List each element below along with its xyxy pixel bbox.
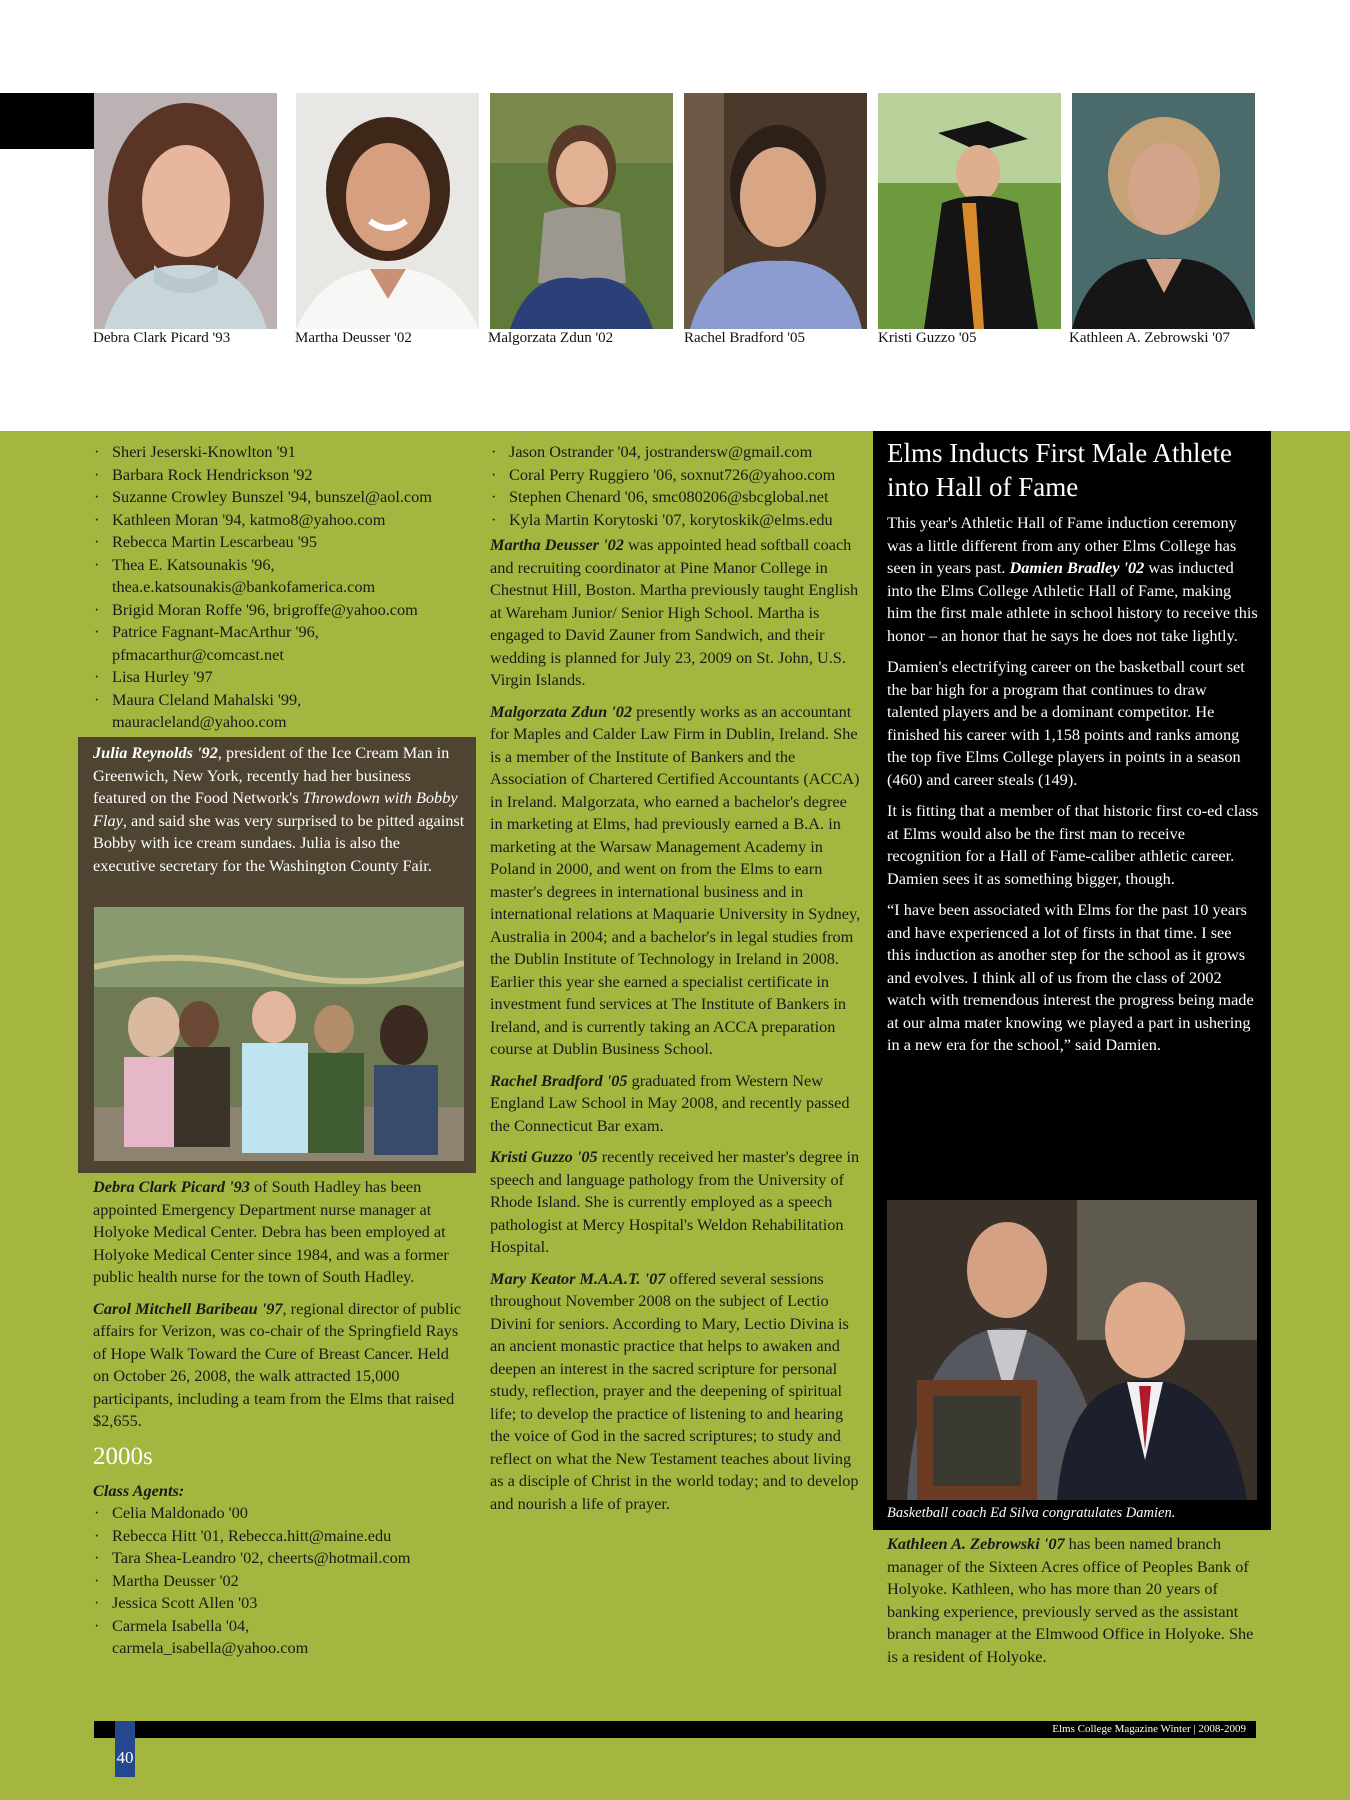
photo-caption: Kathleen A. Zebrowski '07 [1069,330,1231,346]
portrait-photo-kristi-guzzo [878,93,1061,329]
list-item: · Carmela Isabella '04, carmela_isabella@yahoo.com [93,1615,465,1660]
portrait-photo-rachel-bradford [684,93,867,329]
list-item: · Jason Ostrander '04, jostrandersw@gmail.com [490,441,862,464]
footer-magazine-title: Elms College Magazine Winter | 2008-2009 [1052,1723,1246,1735]
article-paragraph: “I have been associated with Elms for the past 10 years and have experienced a lot of firsts in that time. I see this induction as another step for the school as it grows and evolves. I think all of us from the class of 2002 watch with tremendous interest the progress being made at our alma mater knowing we played a part in ushering in a new era for the school,” said Damien. [887,900,1254,1054]
article-paragraph: It is fitting that a member of that historic first co-ed class at Elms would also be the first man to receive recognition for a Hall of Fame-caliber athletic career. Damien sees it as something bigger, though. [887,801,1259,888]
list-item: · Rebecca Hitt '01, Rebecca.hitt@maine.edu [93,1525,465,1548]
list-item: · Celia Maldonado '00 [93,1502,465,1525]
list-item: · Suzanne Crowley Bunszel '94, bunszel@aol.com [93,486,465,509]
portrait-photo-kathleen-zebrowski [1072,93,1255,329]
entry-mary-keator: Mary Keator M.A.A.T. '07 offered several sessions throughout November 2008 on the subject of Lectio Divini for seniors. According to Mary, Lectio Divina is an ancient monastic practice that helps to awaken and deepen an interest in the sacred scripture for personal study, reflection, prayer and the deepening of spiritual life; to develop the practice of listening to and hearing the voice of God in the sacred scriptures; to study and reflect on what the New Testament teaches about living as a disciple of Christ in the world today; and to develop and nourish a life of prayer. [490,1268,859,1513]
list-item: · Thea E. Katsounakis '96, thea.e.katsounakis@bankofamerica.com [93,554,465,599]
article-paragraph: This year's Athletic Hall of Fame induction ceremony was a little different from any other Elms College has seen in years past. Damien Bradley '02 was inducted into the Elms College Athletic Hall of Fame, making him the first male athlete in school history to receive this honor – an honor that he says he does not take lightly. [887,513,1258,645]
ice-cream-event-photo [94,907,464,1161]
header-black-band [0,93,96,149]
list-item: · Kathleen Moran '94, katmo8@yahoo.com [93,509,465,532]
entry-rachel-bradford: Rachel Bradford '05 graduated from Western New England Law School in May 2008, and recently passed the Connecticut Bar exam. [490,1070,850,1135]
class-agents-list-continued [490,441,862,531]
entry-kristi-guzzo: Kristi Guzzo '05 recently received her master's degree in speech and language pathology from the University of Rhode Island. She is currently employed as a speech pathologist at Mercy Hospital's Weldon Rehabilitation Hospital. [490,1147,860,1256]
photo-caption: Debra Clark Picard '93 [93,330,231,346]
footer-bar [94,1721,1256,1738]
list-item: · Barbara Rock Hendrickson '92 [93,464,465,487]
list-item: · Tara Shea-Leandro '02, cheerts@hotmail.com [93,1547,465,1570]
photo-caption: Malgorzata Zdun '02 [488,330,614,346]
list-item: · Jessica Scott Allen '03 [93,1592,465,1615]
column-3-lower [887,1533,1259,1677]
class-agents-list-2000s [93,1502,465,1660]
list-item: · Lisa Hurley '97 [93,666,465,689]
class-agents-heading: Class Agents: [93,1480,185,1500]
hall-of-fame-article [887,436,1259,1066]
list-item: · Brigid Moran Roffe '96, brigroffe@yahoo.com [93,599,465,622]
portrait-photo-debra-clark-picard [94,93,277,329]
list-item: · Sheri Jeserski-Knowlton '91 [93,441,465,464]
list-item: · Coral Perry Ruggiero '06, soxnut726@yahoo.com [490,464,862,487]
entry-kathleen-zebrowski: Kathleen A. Zebrowski '07 has been named branch manager of the Sixteen Acres office of Peoples Bank of Holyoke. Kathleen, who has more than 20 years of banking experience, previously served as the assistant branch manager at the Elmwood Office in Holyoke. She is a resident of Holyoke. [887,1534,1254,1666]
list-item: · Rebecca Martin Lescarbeau '95 [93,531,465,554]
portrait-photo-martha-deusser [296,93,479,329]
feature-text-julia-reynolds: Julia Reynolds '92, president of the Ice Cream Man in Greenwich, New York, recently had her business featured on the Food Network's Throwdown with Bobby Flay, and said she was very surprised to be pitted against Bobby with ice cream sundaes. Julia is also the executive secretary for the Washington County Fair. [93,743,465,875]
list-item: · Stephen Chenard '06, smc080206@sbcglobal.net [490,486,862,509]
article-paragraph: Damien's electrifying career on the basketball court set the bar high for a program that continues to draw talented players and be a dominant competitor. He finished his career with 1,158 points and ranks among the top five Elms College players in points in a season (460) and career steals (149). [887,657,1245,789]
photo-caption: Rachel Bradford '05 [684,330,805,346]
photo-caption: Martha Deusser '02 [295,330,412,346]
portrait-photo-malgorzata-zdun [490,93,673,329]
column-1-lower [93,1176,465,1660]
entry-martha-deusser: Martha Deusser '02 was appointed head softball coach and recruiting coordinator at Pine Manor College in Chestnut Hill, Boston. Martha previously taught English at Wareham Junior/ Senior High School. Martha is engaged to David Zauner from Sandwich, and their wedding is planned for July 23, 2009 on St. John, U.S. Virgin Islands. [490,535,859,689]
decade-heading: 2000s [93,1442,153,1470]
photo-caption: Basketball coach Ed Silva congratulates Damien. [887,1505,1176,1521]
list-item: · Kyla Martin Korytoski '07, korytoskik@elms.edu [490,509,862,532]
photo-caption: Kristi Guzzo '05 [878,330,977,346]
list-item: · Patrice Fagnant-MacArthur '96, pfmacarthur@comcast.net [93,621,465,666]
entry-carol-mitchell-baribeau: Carol Mitchell Baribeau '97, regional director of public affairs for Verizon, was co-chair of the Springfield Rays of Hope Walk Toward the Cure of Breast Cancer. Held on October 26, 2008, the walk attracted 15,000 participants, including a team from the Elms that raised $2,655. [93,1298,462,1430]
list-item: · Martha Deusser '02 [93,1570,465,1593]
entry-malgorzata-zdun: Malgorzata Zdun '02 presently works as an accountant for Maples and Calder Law Firm in Dublin, Ireland. She is a member of the Institute of Bankers and the Association of Chartered Certified Accountants (ACCA) in Ireland. Malgorzata, who earned a bachelor's degree in marketing at Elms, had previously earned a B.A. in marketing at the Warsaw Management Academy in Poland in 2000, and went on from the Elms to earn master's degrees in international business and in international relations at Maquarie University in Sydney, Australia in 2004; and a bachelor's in legal studies from the Dublin Institute of Technology in Ireland in 2008. Earlier this year she earned a specialist certificate in investment fund services at The Institute of Bankers in Ireland, and is currently taking an ACCA preparation course at Dublin Business School. [490,701,861,1058]
award-photo [887,1200,1257,1500]
column-2 [490,441,862,1524]
list-item: · Maura Cleland Mahalski '99, mauracleland@yahoo.com [93,689,465,734]
entry-debra-clark-picard: Debra Clark Picard '93 of South Hadley has been appointed Emergency Department nurse manager at Holyoke Medical Center. Debra has been employed at Holyoke Medical Center since 1984, and was a former public health nurse for the town of South Hadley. [93,1177,449,1286]
article-title: Elms Inducts First Male Athlete into Hall of Fame [887,438,1232,502]
class-agents-list-1990s [93,441,465,734]
page-number: 40 [116,1748,134,1767]
